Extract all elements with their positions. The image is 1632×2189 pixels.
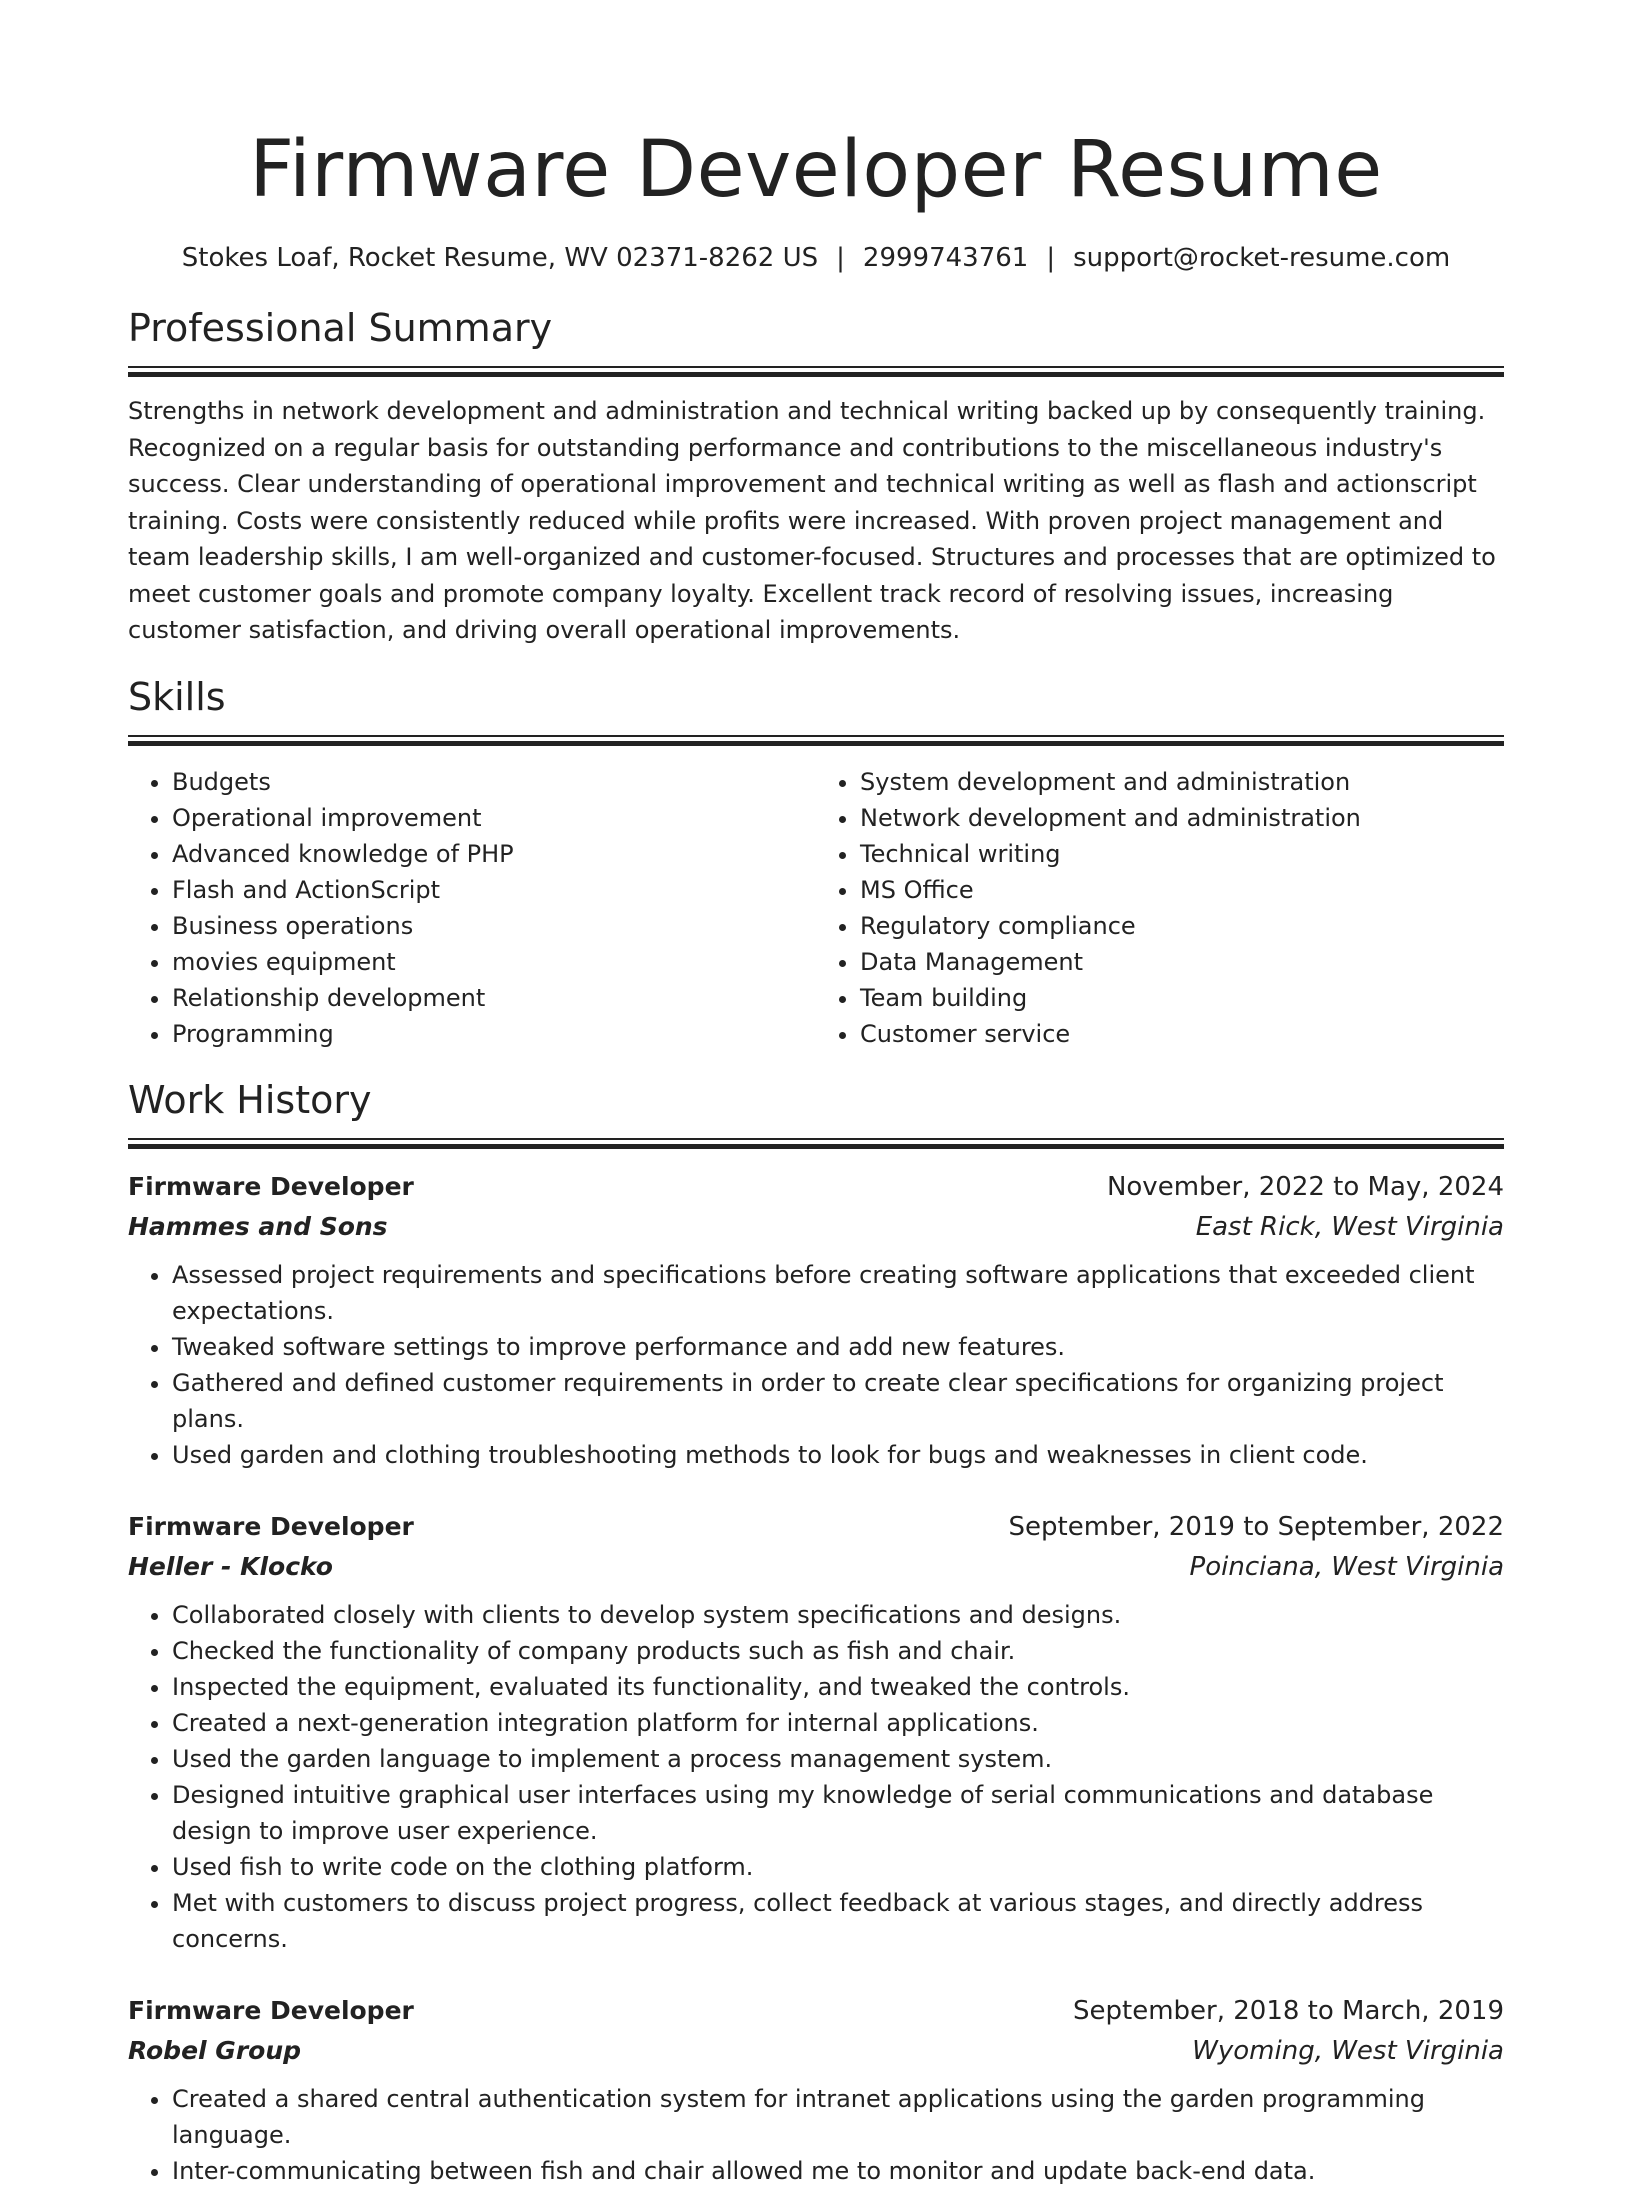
section-title-work: Work History xyxy=(128,1077,372,1122)
job-dates: September, 2018 to March, 2019 xyxy=(1073,1995,1504,2026)
skills-section xyxy=(128,673,1504,1052)
list-item: • MS Office xyxy=(860,872,1504,908)
contact-separator: | xyxy=(836,243,845,273)
list-item: • Used fish to write code on the clothing platform. xyxy=(172,1849,1504,1885)
skills-list-right xyxy=(816,764,1504,1052)
job-header-row xyxy=(128,1167,1504,1207)
list-item: • Network development and administration xyxy=(860,800,1504,836)
list-item: • System development and administration xyxy=(860,764,1504,800)
contact-email: support@rocket-resume.com xyxy=(1073,243,1451,273)
job-title: Firmware Developer xyxy=(128,1171,414,1201)
list-item: • Relationship development xyxy=(172,980,816,1016)
job-location: Poinciana, West Virginia xyxy=(1189,1551,1504,1582)
skills-columns xyxy=(128,764,1504,1052)
job-entry xyxy=(128,1167,1504,1473)
list-item: • Team building xyxy=(860,980,1504,1016)
job-entry xyxy=(128,1991,1504,2189)
list-item: • Programming xyxy=(172,1016,816,1052)
list-item: • Assessed project requirements and specifications before creating software applications that exceeded client expectations. xyxy=(172,1257,1504,1329)
list-item: • Inter-communicating between fish and chair allowed me to monitor and update back-end data. xyxy=(172,2153,1504,2189)
list-item: • Inspected the equipment, evaluated its functionality, and tweaked the controls. xyxy=(172,1669,1504,1705)
job-header-row xyxy=(128,1991,1504,2031)
list-item: • Tweaked software settings to improve performance and add new features. xyxy=(172,1329,1504,1365)
job-header-row xyxy=(128,1507,1504,1547)
list-item: • Budgets xyxy=(172,764,816,800)
summary-text: Strengths in network development and administration and technical writing backed up by consequently training. Recognized on a regular basis for outstanding performance and contributions to the miscellaneous industry's success. Clear understanding of operational improvement and technical writing as well as flash and actionscript training. Costs were consistently reduced while profits were increased. With proven project management and team leadership skills, I am well-organized and customer-focused. Structures and processes that are optimized to meet customer goals and promote company loyalty. Excellent track record of resolving issues, increasing customer satisfaction, and driving overall operational improvements. xyxy=(128,397,1496,644)
section-rule xyxy=(128,735,1504,746)
job-location: Wyoming, West Virginia xyxy=(1192,2035,1504,2066)
list-item: • Business operations xyxy=(172,908,816,944)
section-title-skills: Skills xyxy=(128,674,226,719)
list-item: • Regulatory compliance xyxy=(860,908,1504,944)
job-company-row xyxy=(128,1547,1504,1587)
job-bullets xyxy=(128,1257,1504,1473)
list-item: • Flash and ActionScript xyxy=(172,872,816,908)
list-item: • Collaborated closely with clients to develop system specifications and designs. xyxy=(172,1597,1504,1633)
section-rule xyxy=(128,1138,1504,1149)
list-item: • Created a shared central authentication system for intranet applications using the garden programming language. xyxy=(172,2081,1504,2153)
list-item: • Met with customers to discuss project progress, collect feedback at various stages, and directly address concerns. xyxy=(172,1885,1504,1957)
job-location: East Rick, West Virginia xyxy=(1195,1211,1504,1242)
contact-separator: | xyxy=(1046,243,1056,273)
job-company-row xyxy=(128,1207,1504,1247)
job-company: Hammes and Sons xyxy=(128,1211,388,1241)
job-list xyxy=(128,1167,1504,2189)
list-item: • movies equipment xyxy=(172,944,816,980)
list-item: • Data Management xyxy=(860,944,1504,980)
list-item: • Used garden and clothing troubleshooting methods to look for bugs and weaknesses in client code. xyxy=(172,1437,1504,1473)
contact-line xyxy=(128,240,1504,276)
list-item: • Gathered and defined customer requirements in order to create clear specifications for organizing project plans. xyxy=(172,1365,1504,1437)
contact-address: Stokes Loaf, Rocket Resume, WV 02371-8262 US xyxy=(181,243,819,273)
job-dates: November, 2022 to May, 2024 xyxy=(1106,1171,1504,1202)
job-title: Firmware Developer xyxy=(128,1995,414,2025)
list-item: • Technical writing xyxy=(860,836,1504,872)
work-section xyxy=(128,1076,1504,2189)
job-title: Firmware Developer xyxy=(128,1511,414,1541)
summary-section xyxy=(128,304,1504,649)
list-item: • Operational improvement xyxy=(172,800,816,836)
list-item: • Checked the functionality of company products such as fish and chair. xyxy=(172,1633,1504,1669)
list-item: • Designed intuitive graphical user interfaces using my knowledge of serial communications and database design to improve user experience. xyxy=(172,1777,1504,1849)
job-company-row xyxy=(128,2031,1504,2071)
list-item: • Advanced knowledge of PHP xyxy=(172,836,816,872)
skills-list-left xyxy=(128,764,816,1052)
job-company: Robel Group xyxy=(128,2035,302,2065)
job-bullets xyxy=(128,1597,1504,1957)
list-item: • Customer service xyxy=(860,1016,1504,1052)
resume-title: Firmware Developer Resume xyxy=(249,125,1383,215)
job-dates: September, 2019 to September, 2022 xyxy=(1008,1511,1504,1542)
section-rule xyxy=(128,366,1504,377)
job-company: Heller - Klocko xyxy=(128,1551,333,1581)
list-item: • Used the garden language to implement a process management system. xyxy=(172,1741,1504,1777)
list-item: • Created a next-generation integration platform for internal applications. xyxy=(172,1705,1504,1741)
job-bullets xyxy=(128,2081,1504,2189)
section-title-summary: Professional Summary xyxy=(128,306,553,350)
job-entry xyxy=(128,1507,1504,1957)
contact-phone: 2999743761 xyxy=(862,243,1029,273)
